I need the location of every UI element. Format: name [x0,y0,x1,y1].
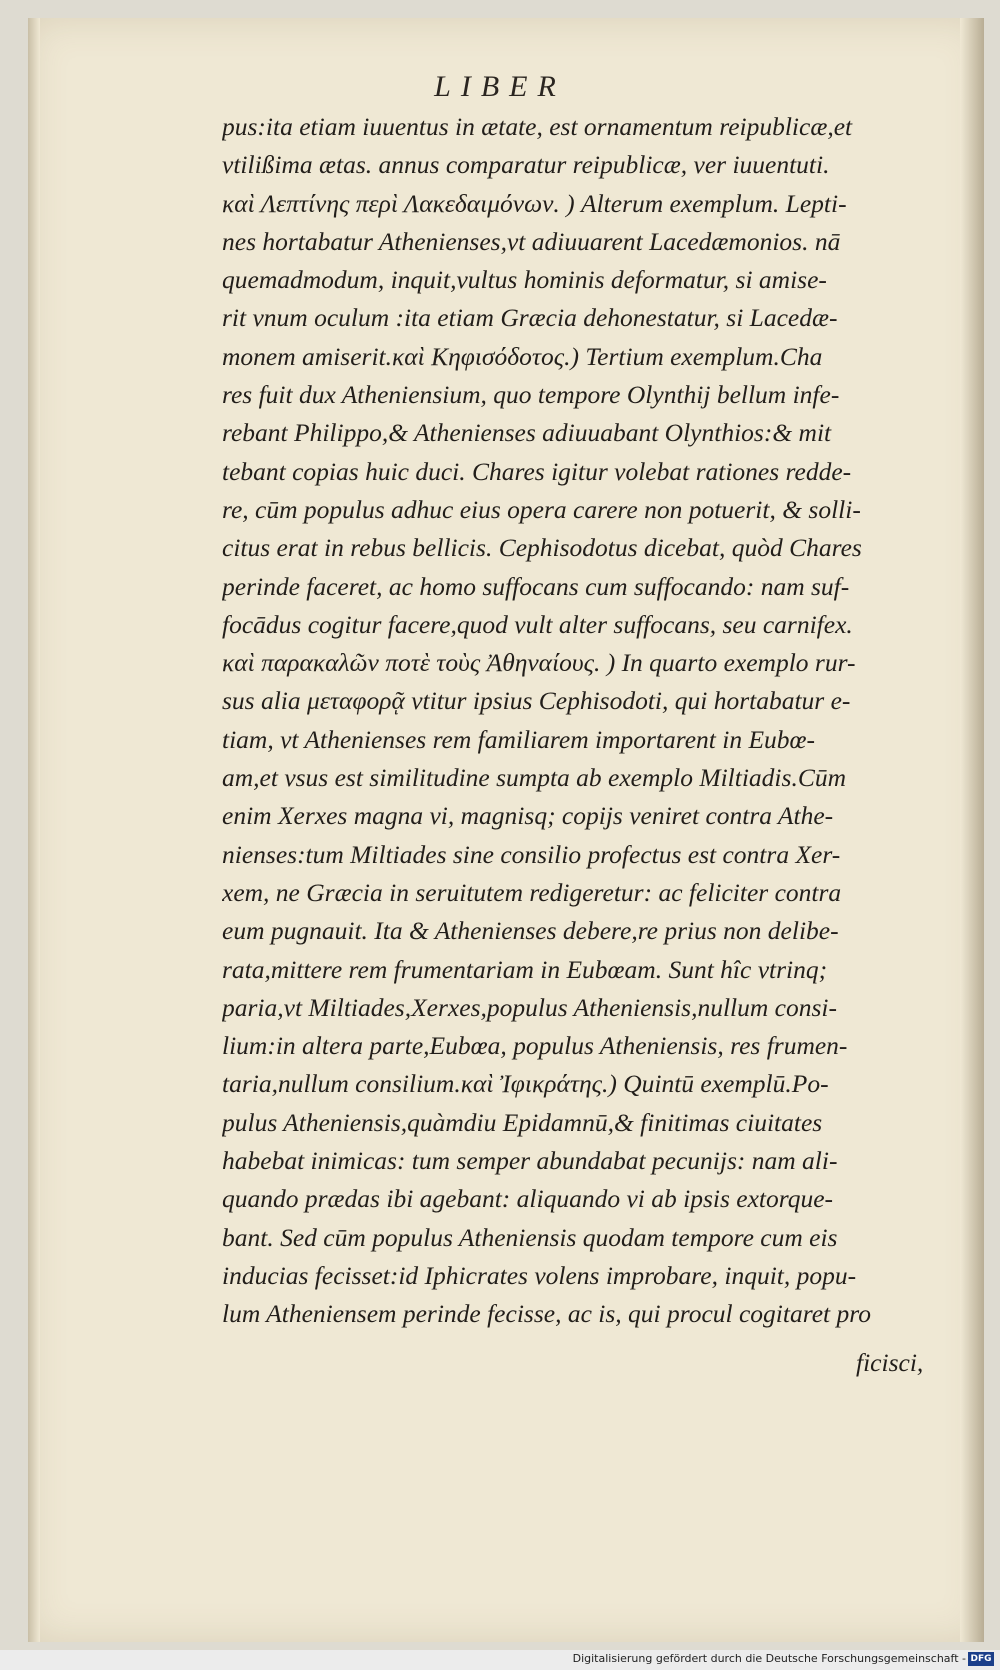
text-line: lium:in altera parte,Eubœa, populus Atheniensis, res frumen- [222,1031,848,1061]
page-gutter-shadow [28,18,40,1642]
body-text [222,108,970,1334]
text-line: bant. Sed cūm populus Atheniensis quodam tempore cum eis [222,1222,838,1252]
text-line: enim Xerxes magna vi, magnisq; copijs veniret contra Athe- [222,801,834,831]
text-line: taria,nullum consilium.καὶ Ἰφικράτης.) Quintū exemplū.Po- [222,1069,829,1099]
text-line: tiam, vt Athenienses rem familiarem importarent in Eubœ- [222,724,816,754]
text-line: focādus cogitur facere,quod vult alter suffocans, seu carnifex. [222,609,853,639]
text-line: perinde faceret, ac homo suffocans cum suffocando: nam suf- [222,571,850,601]
text-line: xem, ne Græcia in seruitutem redigeretur: ac feliciter contra [222,877,842,907]
text-line: καὶ παρακαλῶν ποτὲ τοὺς Ἀθηναίους. ) In quarto exemplo rur- [222,648,856,678]
text-line: eum pugnauit. Ita & Athenienses debere,re prius non delibe- [222,916,839,946]
text-line: pulus Atheniensis,quàmdiu Epidamnū,& finitimas ciuitates [222,1107,823,1137]
text-line: rebant Philippo,& Athenienses adiuuabant Olynthios:& mit [222,418,832,448]
text-line: lum Atheniensem perinde fecisse, ac is, qui procul cogitaret pro [222,1299,871,1329]
funding-credit: Digitalisierung gefördert durch die Deutsche Forschungsgemeinschaft - [572,1652,966,1665]
text-line: quemadmodum, inquit,vultus hominis deformatur, si amise- [222,265,827,295]
text-line: habebat inimicas: tum semper abundabat pecunijs: nam ali- [222,1146,838,1176]
dfg-logo: DFG [968,1652,994,1666]
text-line: quando prædas ibi agebant: aliquando vi ab ipsis extorque- [222,1184,834,1214]
text-line: tebant copias huic duci. Chares igitur volebat rationes redde- [222,456,852,486]
text-line: inducias fecisset:id Iphicrates volens improbare, inquit, popu- [222,1260,857,1290]
text-line: nienses:tum Miltiades sine consilio profectus est contra Xer- [222,839,841,869]
text-line: pus:ita etiam iuuentus in ætate, est ornamentum reipublicæ,et [222,112,853,141]
text-line: vtilißima ætas. annus comparatur reipublicæ, ver iuuentuti. [222,150,830,180]
text-line: rata,mittere rem frumentariam in Eubœam. Sunt hîc vtrinq; [222,954,828,984]
text-line: rit vnum oculum :ita etiam Græcia dehonestatur, si Lacedæ- [222,303,838,333]
text-line: monem amiserit.καὶ Κηφισόδοτος.) Tertium exemplum.Cha [222,341,823,371]
text-line: sus alia μεταφορᾷ vtitur ipsius Cephisodoti, qui hortabatur e- [222,686,851,716]
text-line: re, cūm populus adhuc eius opera carere non potuerit, & solli- [222,494,861,524]
text-line: paria,vt Miltiades,Xerxes,populus Atheniensis,nullum consi- [222,992,838,1022]
text-line: citus erat in rebus bellicis. Cephisodotus dicebat, quòd Chares [222,533,862,563]
text-line: nes hortabatur Athenienses,vt adiuuarent Lacedæmonios. nā [222,226,841,256]
text-line: res fuit dux Atheniensium, quo tempore Olynthij bellum infe- [222,380,840,410]
running-head: LIBER [434,70,566,103]
catchword: ficisci, [856,1348,924,1377]
text-line: καὶ Λεπτίνης περὶ Λακεδαιμόνων. ) Alterum exemplum. Lepti- [222,188,847,218]
text-line: am,et vsus est similitudine sumpta ab exemplo Miltiadis.Cūm [222,763,846,793]
